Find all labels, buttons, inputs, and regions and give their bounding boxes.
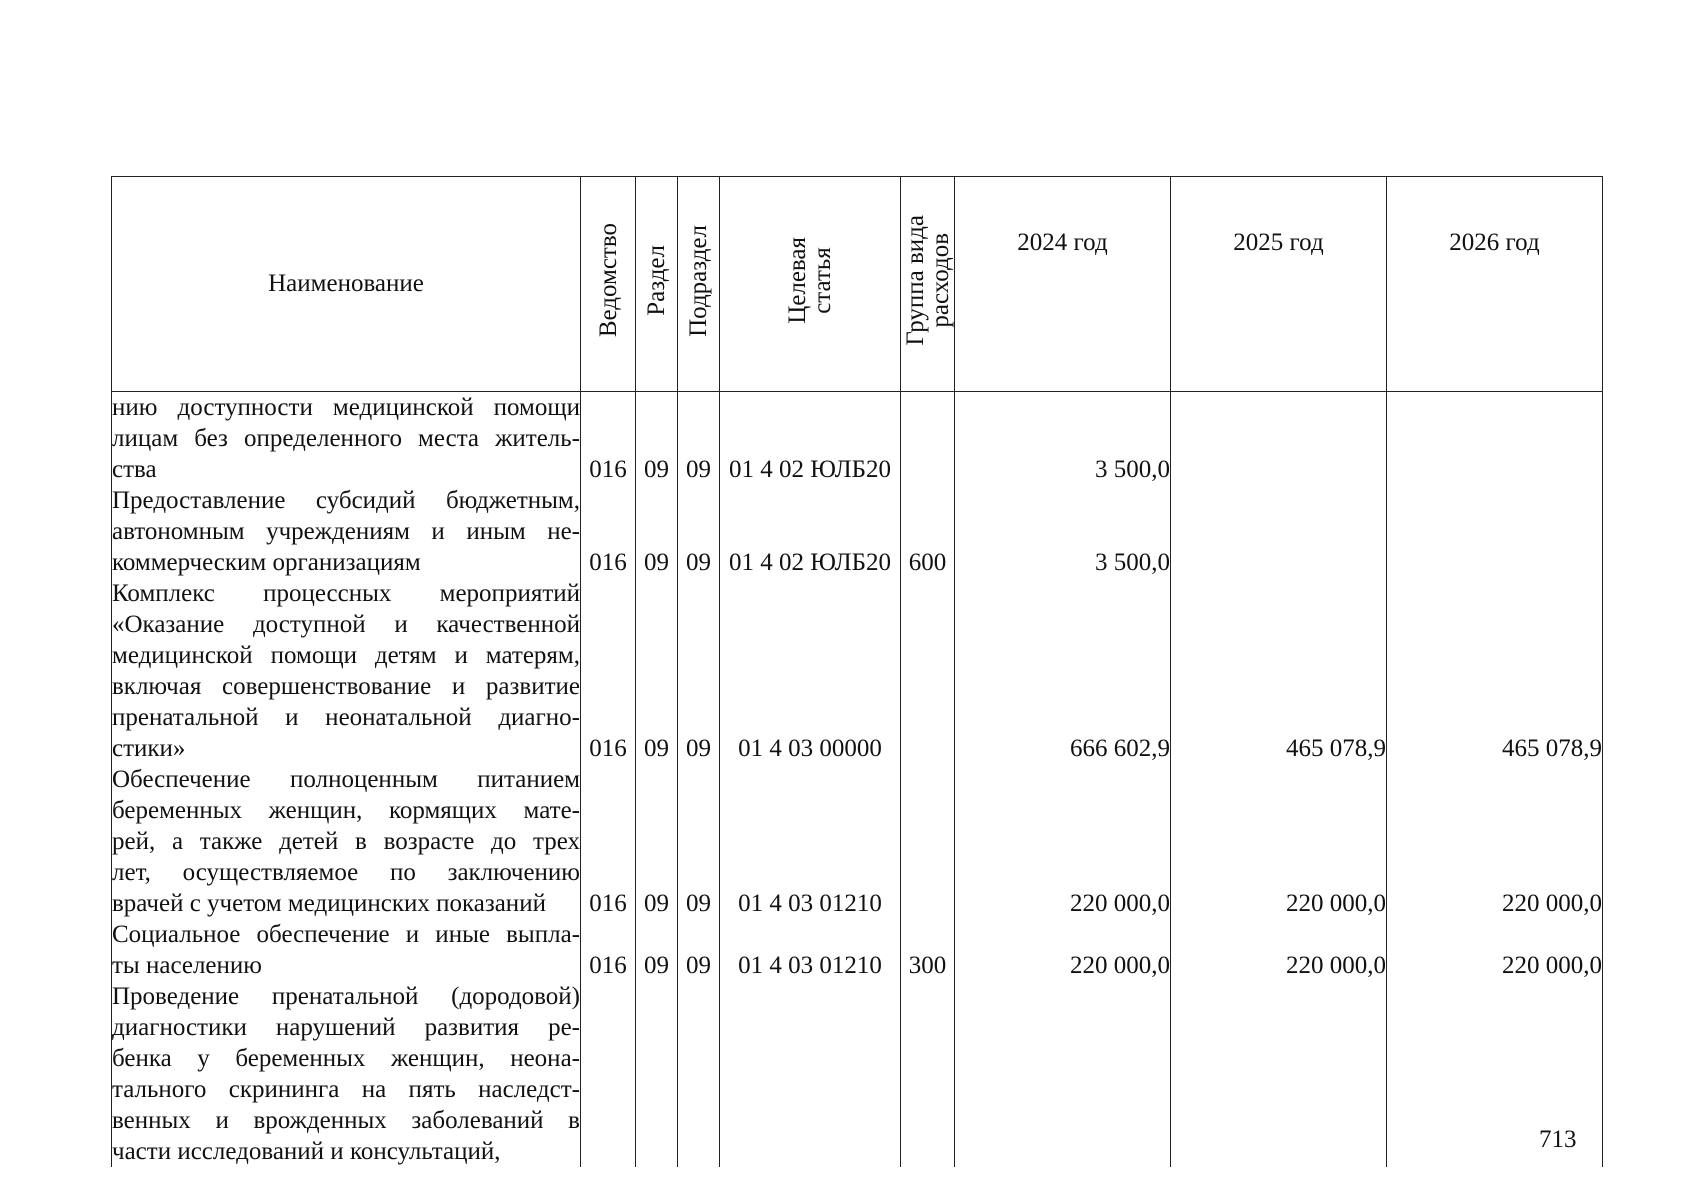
name-line: диагностики нарушений развития ре- [112,1014,580,1041]
name-line: «Оказание доступной и качественной [112,611,580,638]
header-subsection [678,177,720,392]
header-year-2024-label: 2024 год [1017,229,1108,256]
table-row [112,485,1603,578]
header-department-label: Ведомство [594,223,622,338]
cell-name [112,981,581,1167]
budget-table [111,176,1603,1167]
cell-value-2025 [1171,392,1387,486]
header-name [112,177,581,392]
cell-value-2025: 465 078,9 [1171,578,1387,764]
cell-target-item: 01 4 03 01210 [720,764,901,919]
cell-target-item [720,981,901,1167]
header-expense-group [901,177,955,392]
name-line: рей, а также детей в возрасте до трех [112,828,580,855]
page-number: 713 [1539,1126,1577,1153]
table-row [112,578,1603,764]
name-line: стики» [112,735,186,762]
cell-subsection [678,981,720,1167]
cell-value-2026 [1387,485,1603,578]
table-row [112,919,1603,981]
name-line: беременных женщин, кормящих мате- [112,797,580,824]
cell-department: 016 [581,764,636,919]
cell-department: 016 [581,919,636,981]
name-line: бенка у беременных женщин, неона- [112,1045,580,1072]
cell-section: 09 [636,578,678,764]
cell-value-2024 [955,981,1171,1167]
table-row [112,764,1603,919]
cell-expense-group [901,764,955,919]
header-target-item-label [785,237,835,324]
cell-value-2024: 3 500,0 [955,485,1171,578]
cell-value-2026: 465 078,9 [1387,578,1603,764]
name-line: лицам без определенного места житель- [112,425,580,452]
cell-value-2024: 220 000,0 [955,919,1171,981]
header-subsection-label: Подраздел [685,224,712,337]
cell-value-2024: 3 500,0 [955,392,1171,486]
cell-expense-group [901,578,955,764]
cell-department: 016 [581,485,636,578]
cell-subsection: 09 [678,919,720,981]
header-target-line1: Целевая [784,237,811,324]
header-year-2026 [1387,177,1603,392]
cell-value-2026: 220 000,0 [1387,764,1603,919]
header-year-2026-label: 2026 год [1449,229,1540,256]
table-header-row [112,177,1603,392]
name-line: Комплекс процессных мероприятий [112,580,580,607]
cell-target-item: 01 4 02 ЮЛБ20 [720,392,901,486]
cell-section [636,981,678,1167]
name-line: Проведение пренатальной (дородовой) [112,983,580,1010]
cell-value-2025 [1171,485,1387,578]
cell-name [112,392,581,486]
cell-name [112,764,581,919]
name-line: Социальное обеспечение и иные выпла- [112,921,580,948]
name-line: коммерческим организациям [112,549,421,576]
header-year-2024 [955,177,1171,392]
name-line: включая совершенствование и развитие [112,673,580,700]
cell-expense-group [901,392,955,486]
table-body [112,392,1603,1168]
cell-target-item: 01 4 03 00000 [720,578,901,764]
header-expense-group-label [903,215,953,346]
name-line: Обеспечение полноценным питанием [112,766,580,793]
name-line: части исследований и консультаций, [112,1138,501,1165]
name-line: Предоставление субсидий бюджетным, [112,487,580,514]
cell-subsection: 09 [678,578,720,764]
name-line: нию доступности медицинской помощи [112,394,580,421]
header-year-2025-label: 2025 год [1233,229,1324,256]
header-group-line1: Группа вида [901,215,929,346]
cell-value-2024: 666 602,9 [955,578,1171,764]
cell-name [112,485,581,578]
header-section-label: Раздел [643,245,670,316]
header-group-line2: расходов [926,233,954,328]
name-line: пренатальной и неонатальной диагно- [112,704,580,731]
cell-section: 09 [636,485,678,578]
header-year-2025 [1171,177,1387,392]
cell-expense-group: 600 [901,485,955,578]
header-target-line2: статья [809,247,836,314]
cell-name [112,919,581,981]
name-line: тального скрининга на пять наследст- [112,1076,580,1103]
cell-expense-group [901,981,955,1167]
cell-target-item: 01 4 03 01210 [720,919,901,981]
cell-name [112,578,581,764]
header-section [636,177,678,392]
cell-value-2026: 220 000,0 [1387,919,1603,981]
cell-expense-group: 300 [901,919,955,981]
cell-subsection: 09 [678,764,720,919]
header-department [581,177,636,392]
cell-department: 016 [581,392,636,486]
table-row [112,981,1603,1167]
cell-value-2025 [1171,981,1387,1167]
name-line: лет, осуществляемое по заключению [112,859,580,886]
name-line: ства [112,456,157,483]
cell-section: 09 [636,392,678,486]
cell-value-2026 [1387,392,1603,486]
cell-section: 09 [636,919,678,981]
name-line: автономным учреждениям и иным не- [112,518,580,545]
cell-target-item: 01 4 02 ЮЛБ20 [720,485,901,578]
cell-value-2024: 220 000,0 [955,764,1171,919]
header-name-label: Наименование [268,270,424,297]
name-line: врачей с учетом медицинских показаний [112,890,546,917]
cell-subsection: 09 [678,485,720,578]
cell-section: 09 [636,764,678,919]
name-line: венных и врожденных заболеваний в [112,1107,580,1134]
cell-value-2025: 220 000,0 [1171,764,1387,919]
cell-department [581,981,636,1167]
header-target-item [720,177,901,392]
cell-value-2025: 220 000,0 [1171,919,1387,981]
name-line: ты населению [112,952,262,979]
cell-department: 016 [581,578,636,764]
table-row [112,392,1603,486]
name-line: медицинской помощи детям и матерям, [112,642,580,669]
cell-subsection: 09 [678,392,720,486]
